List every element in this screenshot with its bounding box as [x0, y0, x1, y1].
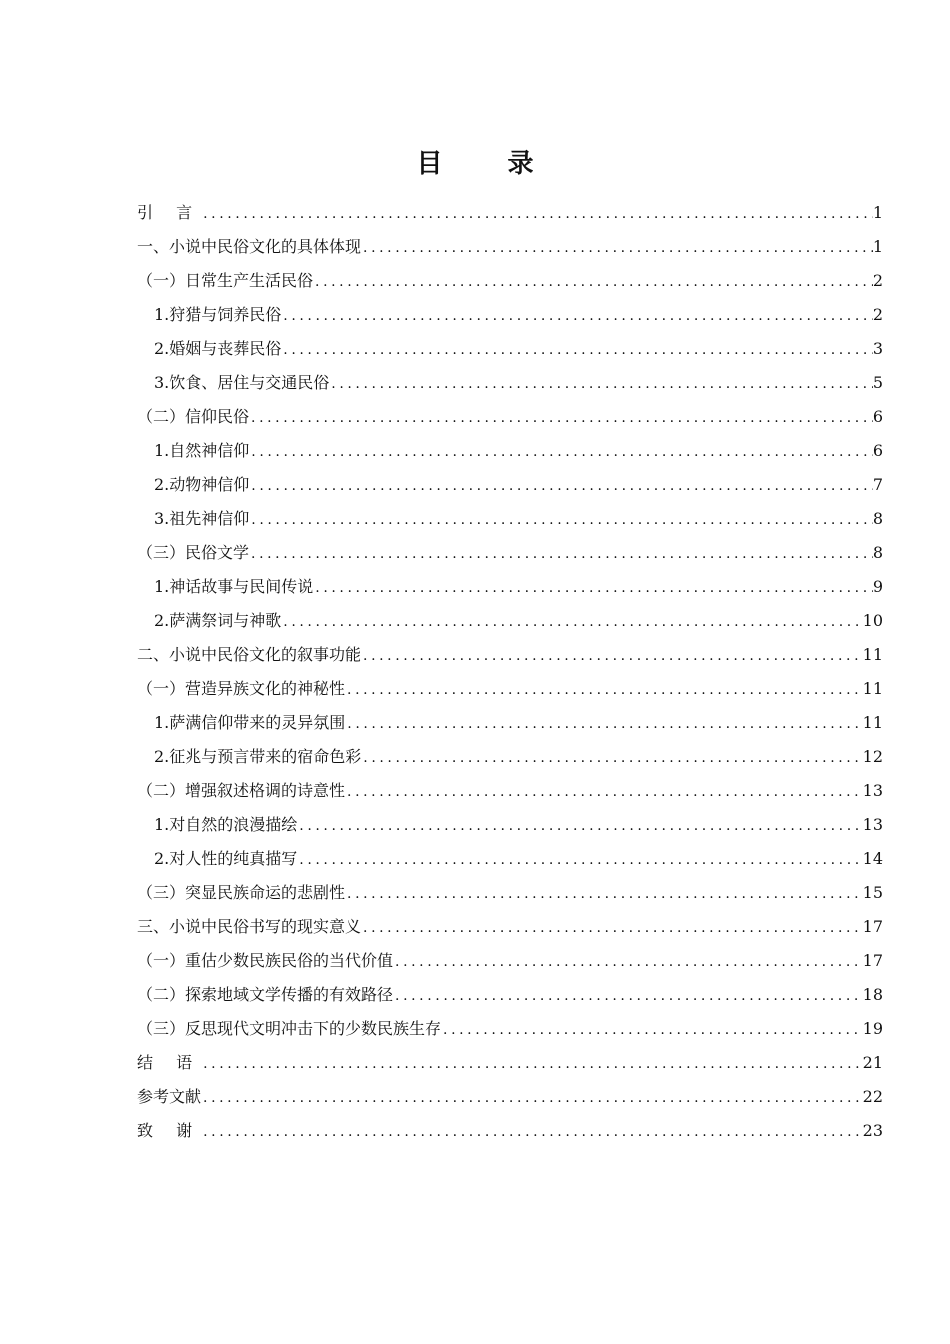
toc-dot-leader — [281, 605, 862, 639]
toc-page-number: 13 — [862, 781, 883, 800]
toc-entry-label: 2.动物神信仰 — [154, 475, 250, 494]
toc-page-number: 17 — [862, 917, 883, 936]
toc-dot-leader — [201, 197, 873, 231]
toc-page-number: 11 — [862, 713, 883, 732]
toc-dot-leader — [201, 1081, 863, 1115]
toc-dot-leader — [281, 333, 873, 367]
toc-entry[interactable] — [137, 1114, 883, 1148]
toc-entry[interactable] — [137, 468, 883, 502]
toc-entry[interactable] — [137, 1080, 883, 1114]
toc-entry[interactable] — [137, 1012, 883, 1046]
toc-page-number: 19 — [862, 1019, 883, 1038]
toc-entry-label: （二）探索地域文学传播的有效路径 — [137, 985, 394, 1004]
toc-dot-leader — [201, 1115, 863, 1149]
toc-page-number: 5 — [872, 373, 883, 392]
toc-entry[interactable] — [137, 502, 883, 536]
toc-entry[interactable] — [137, 298, 883, 332]
toc-dot-leader — [393, 979, 863, 1013]
toc-page-number: 14 — [862, 849, 883, 868]
toc-dot-leader — [201, 1047, 863, 1081]
toc-entry[interactable] — [137, 230, 883, 264]
toc-page-number: 22 — [862, 1087, 883, 1106]
toc-dot-leader — [249, 503, 873, 537]
toc-dot-leader — [249, 537, 873, 571]
toc-entry-label: （三）突显民族命运的悲剧性 — [137, 883, 346, 902]
toc-entry-label: （二）信仰民俗 — [137, 407, 250, 426]
toc-entry[interactable] — [137, 672, 883, 706]
toc-dot-leader — [393, 945, 863, 979]
toc-entry-label: （三）反思现代文明冲击下的少数民族生存 — [137, 1019, 442, 1038]
toc-page-number: 6 — [872, 441, 883, 460]
table-of-contents — [137, 196, 883, 1148]
toc-entry[interactable] — [137, 264, 883, 298]
toc-dot-leader — [281, 299, 873, 333]
toc-entry-label: 3.饮食、居住与交通民俗 — [154, 373, 330, 392]
page-title: 目 录 — [416, 149, 562, 179]
toc-entry[interactable] — [137, 366, 883, 400]
toc-entry-label: （一）重估少数民族民俗的当代价值 — [137, 951, 394, 970]
toc-entry-label: （三）民俗文学 — [137, 543, 250, 562]
toc-dot-leader — [249, 469, 873, 503]
toc-entry[interactable] — [137, 196, 883, 230]
toc-dot-leader — [249, 401, 873, 435]
toc-entry-label: 2.萨满祭词与神歌 — [154, 611, 282, 630]
toc-page-number: 18 — [862, 985, 883, 1004]
toc-entry-label: 2.征兆与预言带来的宿命色彩 — [154, 747, 362, 766]
toc-entry-label: 二、小说中民俗文化的叙事功能 — [137, 645, 362, 664]
toc-page-number: 3 — [872, 339, 883, 358]
toc-page-number: 2 — [872, 271, 883, 290]
toc-dot-leader — [345, 707, 862, 741]
toc-entry-label: 一、小说中民俗文化的具体体现 — [137, 237, 362, 256]
toc-page-number: 2 — [872, 305, 883, 324]
toc-entry[interactable] — [137, 536, 883, 570]
toc-dot-leader — [297, 809, 862, 843]
toc-entry[interactable] — [137, 706, 883, 740]
toc-page-number: 13 — [862, 815, 883, 834]
toc-dot-leader — [345, 877, 863, 911]
toc-entry-label: 结 语 — [137, 1053, 202, 1072]
toc-dot-leader — [329, 367, 873, 401]
toc-entry-label: （一）营造异族文化的神秘性 — [137, 679, 346, 698]
toc-entry-label: 参考文献 — [137, 1087, 202, 1106]
toc-page-number: 15 — [862, 883, 883, 902]
toc-page-number: 8 — [872, 509, 883, 528]
toc-entry[interactable] — [137, 842, 883, 876]
toc-entry[interactable] — [137, 876, 883, 910]
toc-dot-leader — [361, 741, 862, 775]
toc-page-number: 1 — [872, 237, 883, 256]
toc-entry[interactable] — [137, 1046, 883, 1080]
toc-page-number: 11 — [862, 645, 883, 664]
toc-dot-leader — [441, 1013, 863, 1047]
toc-entry-label: （二）增强叙述格调的诗意性 — [137, 781, 346, 800]
toc-page-number: 6 — [872, 407, 883, 426]
toc-page-number: 8 — [872, 543, 883, 562]
toc-entry-label: 三、小说中民俗书写的现实意义 — [137, 917, 362, 936]
toc-entry-label: 1.对自然的浪漫描绘 — [154, 815, 298, 834]
toc-entry[interactable] — [137, 944, 883, 978]
toc-entry[interactable] — [137, 400, 883, 434]
toc-page-number: 11 — [862, 679, 883, 698]
toc-dot-leader — [345, 775, 863, 809]
toc-page-number: 12 — [862, 747, 883, 766]
toc-entry[interactable] — [137, 978, 883, 1012]
toc-dot-leader — [361, 231, 873, 265]
toc-dot-leader — [361, 639, 863, 673]
toc-entry-label: 1.自然神信仰 — [154, 441, 250, 460]
toc-page-number: 1 — [872, 203, 883, 222]
toc-page-number: 7 — [872, 475, 883, 494]
toc-entry-label: 2.婚姻与丧葬民俗 — [154, 339, 282, 358]
toc-page-number: 21 — [862, 1053, 883, 1072]
toc-dot-leader — [313, 265, 873, 299]
toc-entry[interactable] — [137, 434, 883, 468]
toc-page-number: 23 — [862, 1121, 883, 1140]
toc-entry[interactable] — [137, 774, 883, 808]
toc-page-number: 10 — [862, 611, 883, 630]
toc-entry-label: 致 谢 — [137, 1121, 202, 1140]
toc-page-number: 9 — [872, 577, 883, 596]
toc-entry[interactable] — [137, 740, 883, 774]
toc-dot-leader — [297, 843, 862, 877]
toc-entry[interactable] — [137, 332, 883, 366]
toc-dot-leader — [361, 911, 863, 945]
toc-entry[interactable] — [137, 604, 883, 638]
toc-entry-label: 2.对人性的纯真描写 — [154, 849, 298, 868]
toc-entry-label: 1.神话故事与民间传说 — [154, 577, 314, 596]
toc-entry-label: （一）日常生产生活民俗 — [137, 271, 314, 290]
toc-page-number: 17 — [862, 951, 883, 970]
toc-entry-label: 引 言 — [137, 203, 202, 222]
toc-entry-label: 3.祖先神信仰 — [154, 509, 250, 528]
toc-entry[interactable] — [137, 910, 883, 944]
toc-entry[interactable] — [137, 570, 883, 604]
toc-dot-leader — [313, 571, 873, 605]
toc-entry[interactable] — [137, 638, 883, 672]
toc-dot-leader — [249, 435, 873, 469]
toc-entry[interactable] — [137, 808, 883, 842]
toc-entry-label: 1.狩猎与饲养民俗 — [154, 305, 282, 324]
toc-entry-label: 1.萨满信仰带来的灵异氛围 — [154, 713, 346, 732]
toc-dot-leader — [345, 673, 863, 707]
